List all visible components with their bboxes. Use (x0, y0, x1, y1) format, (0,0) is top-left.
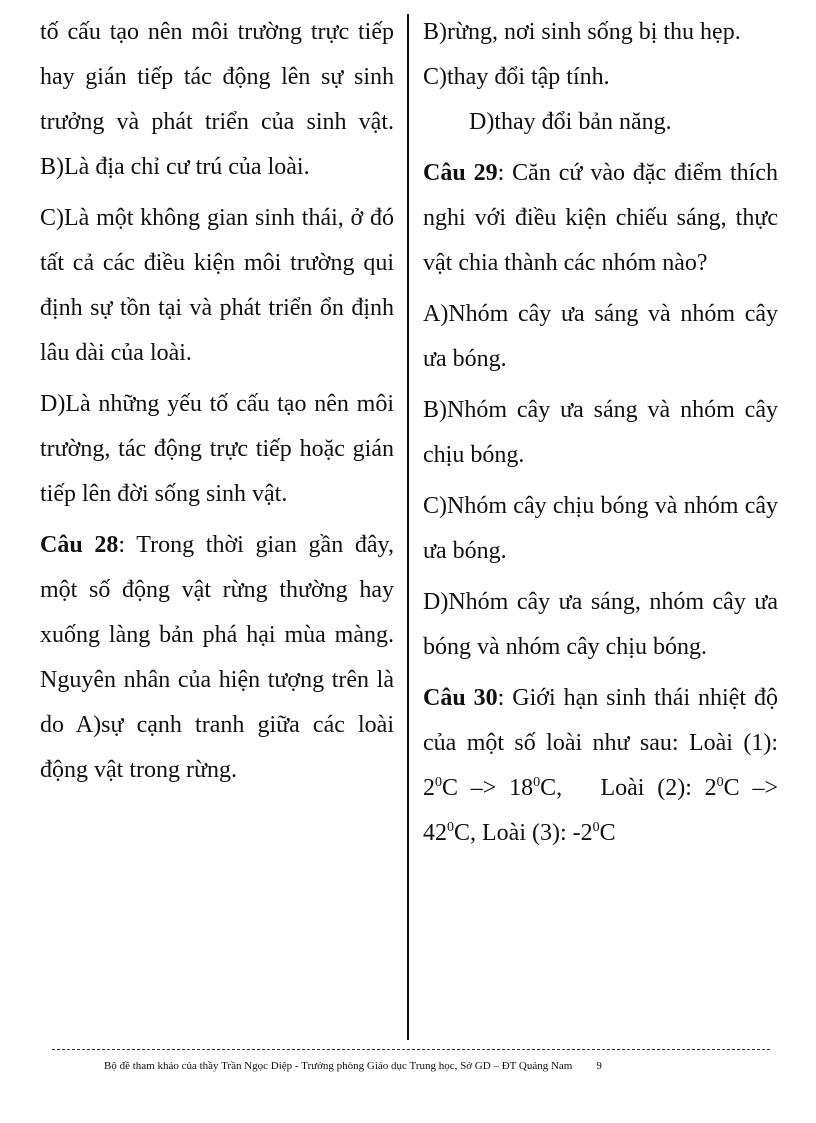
right-column (423, 10, 778, 856)
paragraph: tố cấu tạo nên môi trường trực tiếp hay gián tiếp tác động lên sự sinh trưởng và phát triển của sinh vật. B)Là địa chỉ cư trú của loài. (40, 19, 394, 180)
species-3: Loài (3): $-2^0C$ (482, 820, 616, 846)
footer-divider (52, 1049, 770, 1050)
footer-text: Bộ đề tham khảo của thầy Trần Ngọc Diệp - Trưởng phòng Giáo dục Trung học, Sở GD – ĐT Quảng Nam (104, 1060, 573, 1072)
question-30 (423, 676, 778, 856)
answer-b-29: B)Nhóm cây ưa sáng và nhóm cây chịu bóng. (423, 397, 778, 468)
question-28 (40, 523, 394, 793)
question-29 (423, 151, 778, 286)
question-text: : Giới hạn sinh thái nhiệt độ của một số loài như sau: (423, 685, 778, 756)
answer-b-28: B)rừng, nơi sinh sống bị thu hẹp. (423, 19, 741, 45)
answer-c-28: C)thay đổi tập tính. (423, 64, 610, 90)
page-footer (104, 1060, 744, 1072)
answer-d-29: D)Nhóm cây ưa sáng, nhóm cây ưa bóng và nhóm cây chịu bóng. (423, 589, 778, 660)
column-divider (407, 14, 409, 1040)
answer-a-29: A)Nhóm cây ưa sáng và nhóm cây ưa bóng. (423, 301, 778, 372)
question-text: : Căn cứ vào đặc điểm thích nghi với điều kiện chiếu sáng, thực vật chia thành các nhóm nào? (423, 160, 778, 276)
species-2: Loài (2): $2^0C -> 42^0C$, (423, 775, 778, 846)
question-label: Câu 28 (40, 532, 119, 558)
question-label: Câu 30 (423, 685, 498, 711)
question-label: Câu 29 (423, 160, 498, 186)
left-column (40, 10, 394, 793)
question-text: : Trong thời gian gần đây, một số động vật rừng thường hay xuống làng bản phá hại mùa màng. Nguyên nhân của hiện tượng trên là do A)sự cạnh tranh giữa các loài động vật trong rừng. (40, 532, 394, 783)
paragraph: D)Là những yếu tố cấu tạo nên môi trường, tác động trực tiếp hoặc gián tiếp lên đời sống sinh vật. (40, 391, 394, 507)
species-1: Loài (1): $2^0C -> 18^0C$, (423, 730, 779, 801)
paragraph: C)Là một không gian sinh thái, ở đó tất cả các điều kiện môi trường qui định sự tồn tại và phát triển ổn định lâu dài của loài. (40, 205, 394, 366)
answer-c-29: C)Nhóm cây chịu bóng và nhóm cây ưa bóng. (423, 493, 778, 564)
page-number: 9 (596, 1060, 602, 1072)
answer-d-28: D)thay đổi bản năng. (469, 109, 672, 135)
